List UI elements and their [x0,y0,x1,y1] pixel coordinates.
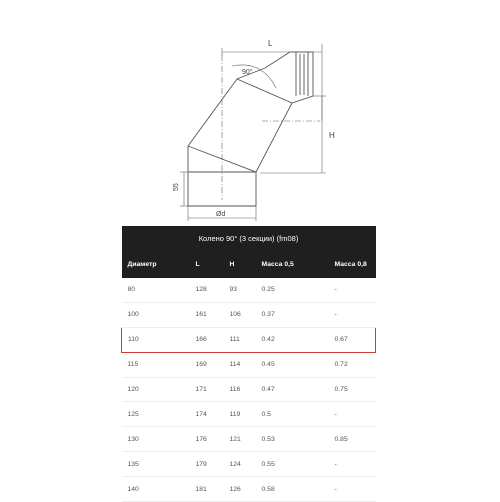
cell-mass-05: 0.45 [256,352,329,377]
cell-mass-05: 0.55 [256,452,329,477]
table-row [122,427,376,452]
cell-H: 111 [224,327,256,352]
cell-mass-05: 0.25 [256,278,329,302]
cell-H: 121 [224,427,256,452]
cell-diameter: 80 [122,278,190,302]
table-title: Колено 90° (3 секции) (fm08) [122,226,376,251]
cell-L: 179 [190,452,224,477]
label-L: L [268,39,273,48]
cell-L: 176 [190,427,224,452]
cell-mass-08: - [329,477,376,502]
cell-mass-08: - [329,302,376,327]
cell-L: 161 [190,302,224,327]
cell-mass-08: - [329,402,376,427]
seam-line-upper [237,79,292,103]
cell-mass-08: - [329,452,376,477]
cell-mass-05: 0.58 [256,477,329,502]
cell-mass-05: 0.37 [256,302,329,327]
col-header-mass-05: Масса 0,5 [256,251,329,278]
table-row [122,402,376,427]
cell-mass-05: 0.47 [256,377,329,402]
cell-L: 128 [190,278,224,302]
cell-L: 181 [190,477,224,502]
cell-H: 93 [224,278,256,302]
spec-table [121,226,376,502]
table-row-highlighted [122,327,376,352]
cell-mass-08: 0.67 [329,327,376,352]
cell-diameter: 125 [122,402,190,427]
cell-L: 169 [190,352,224,377]
angle-arc [232,65,276,88]
col-header-L: L [190,251,224,278]
cell-H: 126 [224,477,256,502]
cell-L: 174 [190,402,224,427]
table-row [122,452,376,477]
table-row [122,278,376,302]
cell-H: 124 [224,452,256,477]
cell-mass-08: - [329,278,376,302]
label-55: 55 [173,183,180,191]
cell-diameter: 135 [122,452,190,477]
cell-diameter: 110 [122,327,190,352]
table-row [122,477,376,502]
col-header-H: H [224,251,256,278]
label-angle: 90° [242,69,253,76]
cell-L: 166 [190,327,224,352]
cell-H: 119 [224,402,256,427]
col-header-diameter: Диаметр [122,251,190,278]
cell-H: 114 [224,352,256,377]
cell-mass-08: 0.75 [329,377,376,402]
table-row [122,377,376,402]
table-header-row [122,251,376,278]
table-row [122,352,376,377]
cell-L: 171 [190,377,224,402]
col-header-mass-08: Масса 0,8 [329,251,376,278]
cell-diameter: 115 [122,352,190,377]
label-H: H [329,131,335,140]
cell-diameter: 140 [122,477,190,502]
cell-diameter: 100 [122,302,190,327]
cell-mass-05: 0.53 [256,427,329,452]
elbow-technical-drawing [0,0,500,225]
cell-mass-08: 0.72 [329,352,376,377]
label-d: Ød [216,211,226,218]
cell-H: 106 [224,302,256,327]
cell-mass-05: 0.5 [256,402,329,427]
table-body [122,278,376,502]
cell-H: 116 [224,377,256,402]
cell-mass-05: 0.42 [256,327,329,352]
cell-diameter: 130 [122,427,190,452]
table-row [122,302,376,327]
cell-mass-08: 0.85 [329,427,376,452]
cell-diameter: 120 [122,377,190,402]
